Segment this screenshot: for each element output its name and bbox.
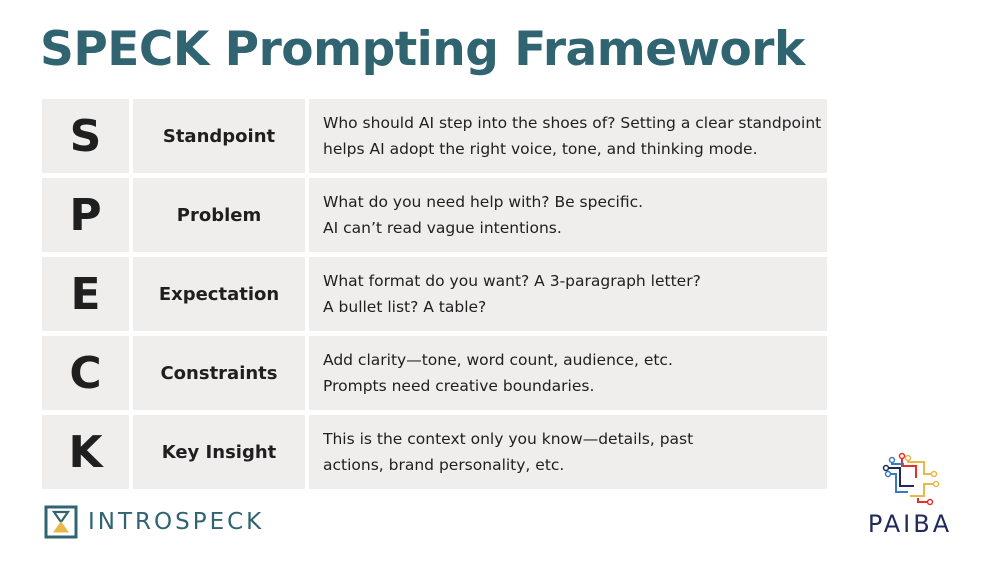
- letter-k: K: [42, 415, 129, 489]
- desc-line: helps AI adopt the right voice, tone, and thinking mode.: [323, 140, 758, 158]
- desc-line: A bullet list? A table?: [323, 298, 487, 316]
- desc-line: This is the context only you know—details, past: [323, 430, 694, 448]
- desc-expectation: [309, 257, 827, 331]
- paiba-logo: [845, 452, 975, 542]
- row-expectation: [42, 257, 827, 331]
- term-problem: Problem: [133, 178, 305, 252]
- term-expectation: Expectation: [133, 257, 305, 331]
- row-standpoint: [42, 99, 827, 173]
- introspeck-wordmark: INTROSPECK: [88, 509, 265, 535]
- desc-standpoint: [309, 99, 827, 173]
- letter-c: C: [42, 336, 129, 410]
- letter-p: P: [42, 178, 129, 252]
- term-standpoint: Standpoint: [133, 99, 305, 173]
- circuit-icon: [880, 452, 940, 506]
- desc-line: What do you need help with? Be specific.: [323, 193, 644, 211]
- letter-e: E: [42, 257, 129, 331]
- paiba-wordmark: PAIBA: [867, 510, 953, 538]
- row-constraints: [42, 336, 827, 410]
- desc-line: actions, brand personality, etc.: [323, 456, 565, 474]
- desc-line: Add clarity—tone, word count, audience, etc.: [323, 351, 673, 369]
- desc-line: What format do you want? A 3-paragraph letter?: [323, 272, 701, 290]
- row-key-insight: [42, 415, 827, 489]
- desc-key-insight: [309, 415, 827, 489]
- term-constraints: Constraints: [133, 336, 305, 410]
- desc-constraints: [309, 336, 827, 410]
- desc-line: Who should AI step into the shoes of? Setting a clear standpoint: [323, 114, 822, 132]
- introspeck-logo: [44, 505, 264, 539]
- speck-table: [42, 99, 827, 494]
- hourglass-icon: [44, 505, 78, 539]
- desc-line: AI can’t read vague intentions.: [323, 219, 562, 237]
- desc-line: Prompts need creative boundaries.: [323, 377, 595, 395]
- letter-s: S: [42, 99, 129, 173]
- page-title: SPECK Prompting Framework: [40, 22, 805, 77]
- term-key-insight: Key Insight: [133, 415, 305, 489]
- row-problem: [42, 178, 827, 252]
- desc-problem: [309, 178, 827, 252]
